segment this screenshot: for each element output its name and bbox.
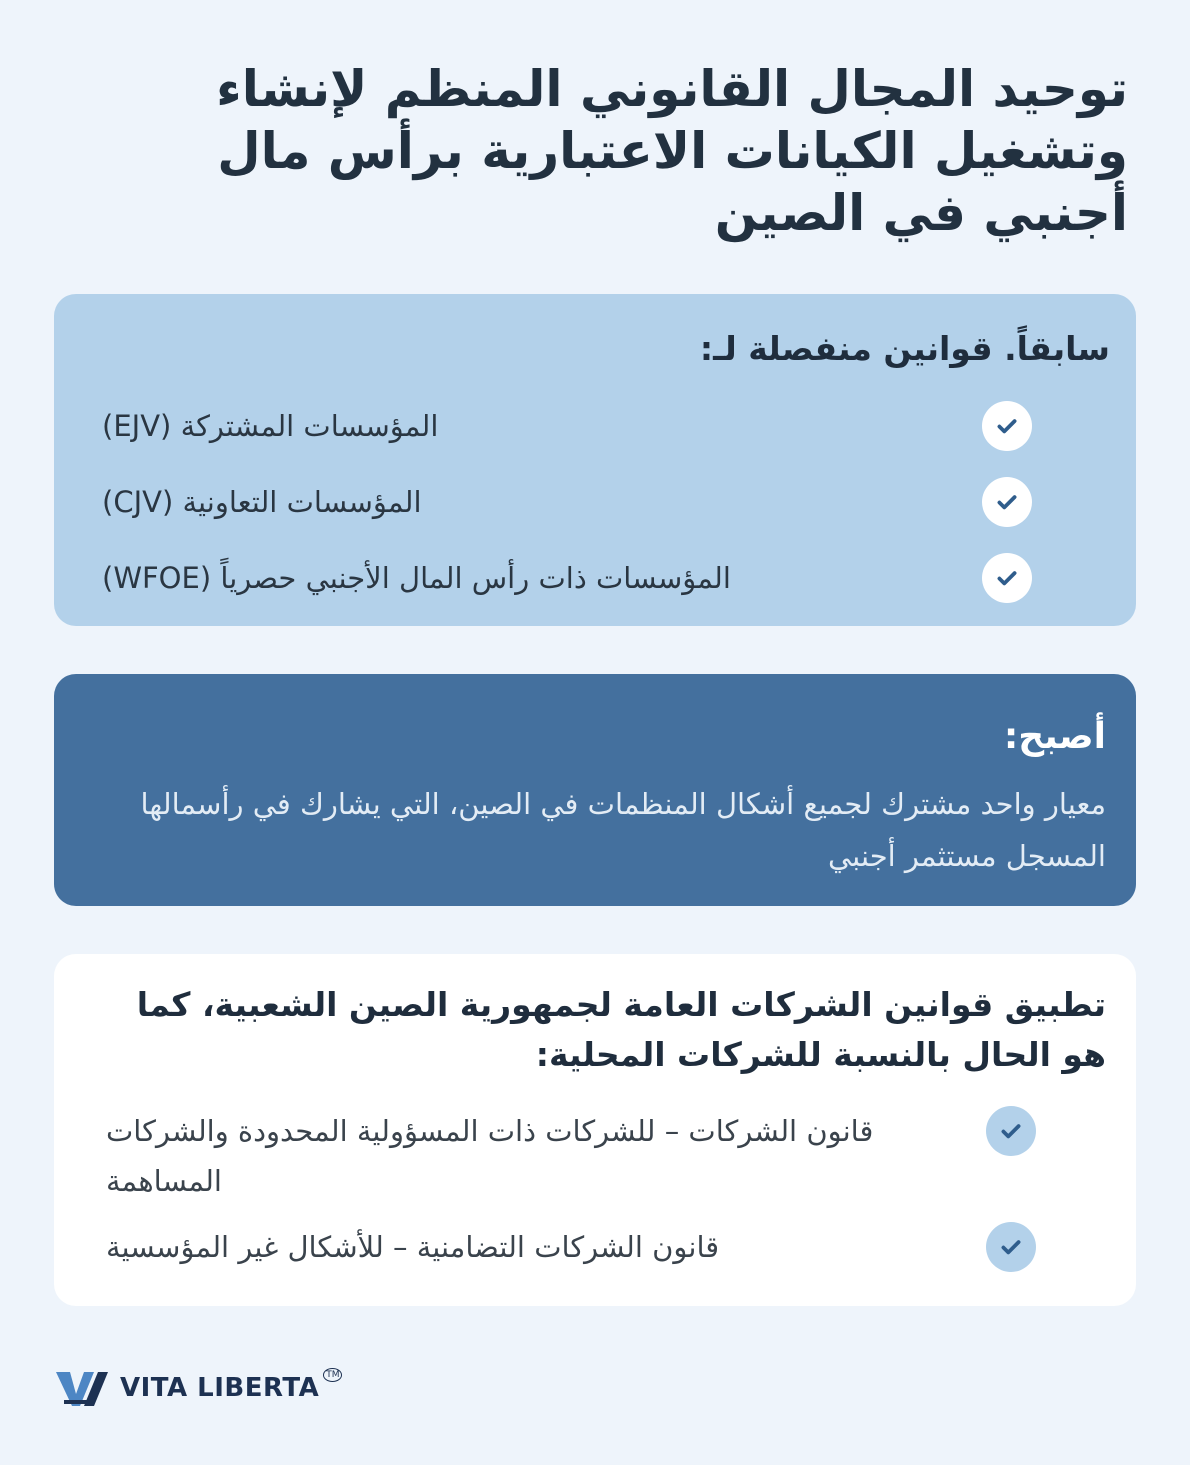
application-card bbox=[54, 954, 1136, 1306]
brand-logo bbox=[54, 1368, 342, 1408]
became-heading: أصبح: bbox=[1003, 716, 1106, 757]
check-icon bbox=[982, 401, 1032, 451]
check-icon bbox=[982, 477, 1032, 527]
list-item-text: المؤسسات ذات رأس المال الأجنبي حصرياً (WFOE) bbox=[102, 561, 731, 595]
list-item-text: المؤسسات المشتركة (EJV) bbox=[102, 409, 439, 443]
brand-name: VITA LIBERTA bbox=[120, 1373, 320, 1403]
vita-liberta-logo-icon bbox=[54, 1368, 110, 1408]
previously-list bbox=[80, 388, 1110, 616]
previously-heading: سابقاً. قوانين منفصلة لـ: bbox=[699, 329, 1110, 368]
check-icon bbox=[986, 1222, 1036, 1272]
list-item bbox=[84, 1106, 1106, 1206]
check-icon bbox=[982, 553, 1032, 603]
page-title: توحيد المجال القانوني المنظم لإنشاء وتشغيل الكيانات الاعتبارية برأس مال أجنبي في الصين bbox=[216, 60, 1128, 242]
check-icon bbox=[986, 1106, 1036, 1156]
trademark-mark: TM bbox=[323, 1368, 342, 1382]
list-item bbox=[80, 540, 1110, 616]
list-item bbox=[84, 1222, 1106, 1272]
application-list bbox=[84, 1106, 1106, 1272]
became-card bbox=[54, 674, 1136, 906]
list-item bbox=[80, 464, 1110, 540]
previously-card bbox=[54, 294, 1136, 626]
list-item-text: قانون الشركات التضامنية – للأشكال غير المؤسسية bbox=[106, 1230, 720, 1264]
list-item-text: المؤسسات التعاونية (CJV) bbox=[102, 485, 422, 519]
became-body: معيار واحد مشترك لجميع أشكال المنظمات في الصين، التي يشارك في رأسمالها المسجل مستثمر أجنبي bbox=[140, 787, 1106, 873]
list-item-text: قانون الشركات – للشركات ذات المسؤولية المحدودة والشركات المساهمة bbox=[106, 1114, 874, 1198]
list-item bbox=[80, 388, 1110, 464]
application-heading: تطبيق قوانين الشركات العامة لجمهورية الصين الشعبية، كما هو الحال بالنسبة للشركات المحلية: bbox=[136, 985, 1106, 1074]
